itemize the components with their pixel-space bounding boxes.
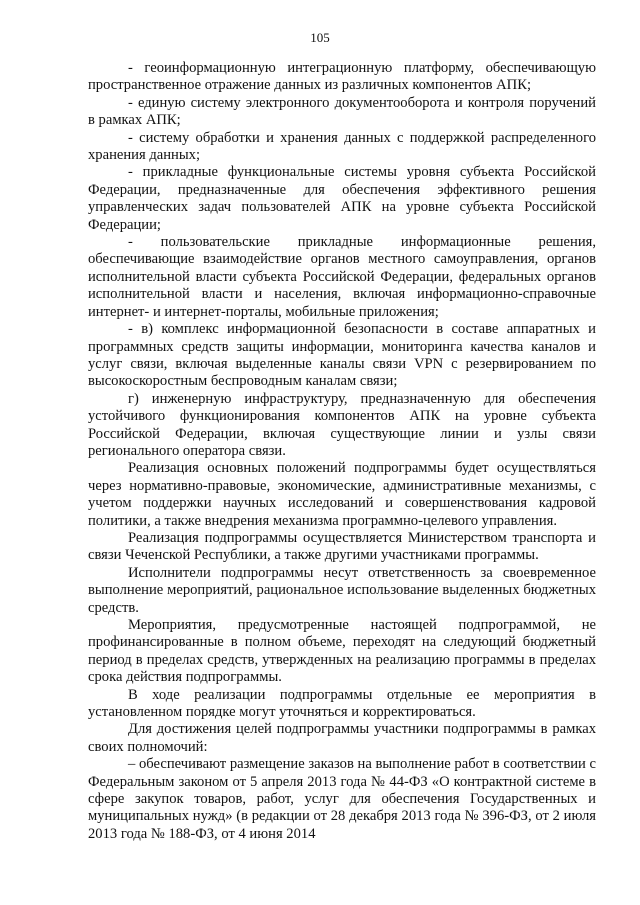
list-item-user-solutions: - пользовательские прикладные информационные решения, обеспечивающие взаимодействие органов местного самоуправления, органов исполнительной власти субъекта Российской Федерации, федеральных органов исполнительной власти и населения, включая информационно-справочные интернет- и интернет-порталы, мобильные приложения;	[88, 234, 596, 320]
list-item-procurement: – обеспечивают размещение заказов на выполнение работ в соответствии с Федеральным законом от 5 апреля 2013 года № 44-ФЗ «О контрактной системе в сфере закупок товаров, работ, услуг для обеспечения Государственных и муниципальных нужд» (в редакции от 28 декабря 2013 года № 396-ФЗ, от 2 июля 2013 года № 188-ФЗ, от 4 июня 2014	[88, 756, 596, 842]
list-item-applied-systems: - прикладные функциональные системы уровня субъекта Российской Федерации, предназначенные для обеспечения эффективного решения управленческих задач пользователей АПК на уровне субъекта Российской Федерации;	[88, 164, 596, 233]
paragraph-implementation-mechanisms: Реализация основных положений подпрограммы будет осуществляться через нормативно-правовые, экономические, административные механизмы, с учетом поддержки научных исследований и совершенствования кадровой политики, а также внедрения механизма программно-целевого управления.	[88, 460, 596, 529]
paragraph-adjustments: В ходе реализации подпрограммы отдельные ее мероприятия в установленном порядке могут уточняться и корректироваться.	[88, 686, 596, 721]
paragraph-unfunded-measures: Мероприятия, предусмотренные настоящей подпрограммой, не профинансированные в полном объеме, переходят на следующий бюджетный период в пределах средств, утвержденных на реализацию программы в пределах срока действия подпрограммы.	[88, 617, 596, 686]
paragraph-participants-intro: Для достижения целей подпрограммы участники подпрограммы в рамках своих полномочий:	[88, 721, 596, 755]
list-item-data-storage: - систему обработки и хранения данных с поддержкой распределенного хранения данных;	[88, 129, 596, 164]
paragraph-implementing-ministry: Реализация подпрограммы осуществляется Министерством транспорта и связи Чеченской Республики, а также другими участниками программы.	[88, 529, 596, 564]
paragraph-responsibility: Исполнители подпрограммы несут ответственность за своевременное выполнение мероприятий, рациональное использование выделенных бюджетных средств.	[88, 564, 596, 616]
list-item-geoinformation-platform: - геоинформационную интеграционную платформу, обеспечивающую пространственное отражение данных из различных компонентов АПК;	[88, 60, 596, 94]
document-body	[88, 60, 596, 843]
page-number: 105	[310, 30, 330, 45]
list-item-engineering-infrastructure: г) инженерную инфраструктуру, предназначенную для обеспечения устойчивого функционирования компонентов АПК на уровне субъекта Российской Федерации, включая существующие линии и узлы связи регионального оператора связи.	[88, 390, 596, 459]
list-item-information-security: - в) комплекс информационной безопасности в составе аппаратных и программных средств защиты информации, мониторинга качества каналов и услуг связи, включая выделенные каналы связи VPN с резервированием по высокоскоростным беспроводным каналам связи;	[88, 321, 596, 390]
list-item-document-management: - единую систему электронного документооборота и контроля поручений в рамках АПК;	[88, 94, 596, 129]
